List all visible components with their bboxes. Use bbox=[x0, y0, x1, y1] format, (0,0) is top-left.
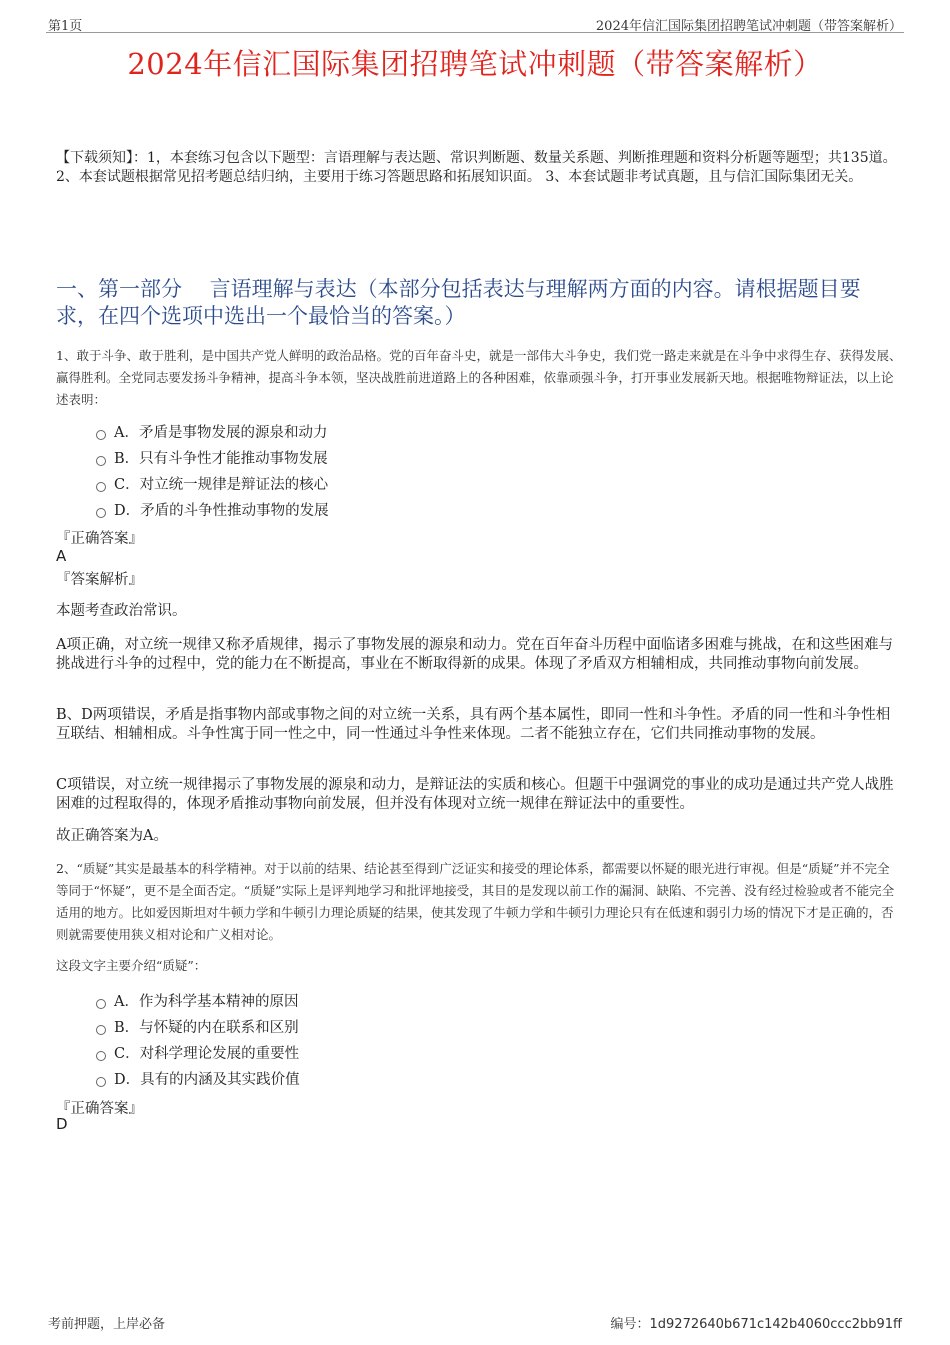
q1-option-c[interactable] bbox=[96, 473, 328, 495]
question-2-stem: 2、“质疑”其实是最基本的科学精神。对于以前的结果、结论甚至得到广泛证实和接受的理论体系，都需要以怀疑的眼光进行审视。但是“质疑”并不完全等同于“怀疑”，更不是全面否定。“质疑”实际上是评判地学习和批评地接受，其目的是发现以前工作的漏洞、缺陷、不完善、没有经过检验或者不能完全适用的地方。比如爱因斯坦对牛顿力学和牛顿引力理论质疑的结果，使其发现了牛顿力学和牛顿引力理论只有在低速和弱引力场的情况下才是正确的，否则就需要使用狭义相对论和广义相对论。 bbox=[56, 861, 895, 942]
serial-label: 编号： bbox=[610, 1317, 650, 1332]
section-heading: 一、第一部分 言语理解与表达（本部分包括表达与理解两方面的内容。请根据题目要求，在四个选项中选出一个最恰当的答案。） bbox=[56, 277, 861, 328]
option-label: C．对科学理论发展的重要性 bbox=[114, 1046, 300, 1062]
q1-option-d[interactable] bbox=[96, 499, 329, 521]
q1-analysis-bd: B、D两项错误，矛盾是指事物内部或事物之间的对立统一关系，具有两个基本属性，即同一性和斗争性。矛盾的同一性和斗争性相互联结、相辅相成。斗争性寓于同一性之中，同一性通过斗争性来体现。二者不能独立存在，它们共同推动事物的发展。 bbox=[56, 707, 891, 742]
option-label: A．矛盾是事物发展的源泉和动力 bbox=[114, 425, 328, 441]
q2-option-a[interactable] bbox=[96, 990, 298, 1012]
radio-icon[interactable] bbox=[96, 1077, 106, 1087]
q2-option-d[interactable] bbox=[96, 1068, 300, 1090]
radio-icon[interactable] bbox=[96, 456, 106, 466]
footer-slogan: 考前押题，上岸必备 bbox=[48, 1317, 166, 1332]
radio-icon[interactable] bbox=[96, 1025, 106, 1035]
page-header bbox=[46, 14, 904, 33]
q1-option-a[interactable] bbox=[96, 421, 327, 443]
footer-serial bbox=[610, 1313, 902, 1332]
radio-icon[interactable] bbox=[96, 430, 106, 440]
q1-answer: A bbox=[56, 547, 67, 565]
option-label: A．作为科学基本精神的原因 bbox=[114, 994, 299, 1010]
option-label: B．与怀疑的内在联系和区别 bbox=[114, 1020, 299, 1036]
header-doc-title: 2024年信汇国际集团招聘笔试冲刺题（带答案解析） bbox=[595, 19, 902, 34]
page-number: 第1页 bbox=[48, 19, 83, 34]
question-2-prompt: 这段文字主要介绍“质疑”： bbox=[56, 958, 207, 973]
q1-analysis-conclusion: 故正确答案为A。 bbox=[56, 828, 168, 844]
q2-option-c[interactable] bbox=[96, 1042, 299, 1064]
radio-icon[interactable] bbox=[96, 508, 106, 518]
serial-code: 1d9272640b671c142b4060ccc2bb91ff bbox=[649, 1317, 902, 1332]
document-title: 2024年信汇国际集团招聘笔试冲刺题（带答案解析） bbox=[127, 47, 823, 81]
option-label: C．对立统一规律是辩证法的核心 bbox=[114, 477, 329, 493]
q1-analysis-c: C项错误，对立统一规律揭示了事物发展的源泉和动力，是辩证法的实质和核心。但题干中强调党的事业的成功是通过共产党人战胜困难的过程取得的，体现矛盾推动事物向前发展，但并没有体现对立统一规律在辩证法中的重要性。 bbox=[56, 777, 894, 812]
radio-icon[interactable] bbox=[96, 1051, 106, 1061]
q1-analysis-intro: 本题考查政治常识。 bbox=[56, 603, 187, 619]
radio-icon[interactable] bbox=[96, 999, 106, 1009]
q2-answer: D bbox=[56, 1115, 68, 1133]
option-label: D．具有的内涵及其实践价值 bbox=[114, 1072, 300, 1088]
download-notice: 【下载须知】：1，本套练习包含以下题型：言语理解与表达题、常识判断题、数量关系题、判断推理题和资料分析题等题型；共135道。 2、本套试题根据常见招考题总结归纳，主要用于练习答题思路和拓展知识面。 3、本套试题非考试真题，且与信汇国际集团无关。 bbox=[56, 150, 897, 185]
question-1-stem: 1、敢于斗争、敢于胜利，是中国共产党人鲜明的政治品格。党的百年奋斗史，就是一部伟大斗争史，我们党一路走来就是在斗争中求得生存、获得发展、赢得胜利。全党同志要发扬斗争精神，提高斗争本领，坚决战胜前进道路上的各种困难，依靠顽强斗争，打开事业发展新天地。根据唯物辩证法，以上论述表明： bbox=[56, 348, 902, 407]
q2-option-b[interactable] bbox=[96, 1016, 299, 1038]
option-label: B．只有斗争性才能推动事物发展 bbox=[114, 451, 328, 467]
radio-icon[interactable] bbox=[96, 482, 106, 492]
q1-analysis-a: A项正确，对立统一规律又称矛盾规律，揭示了事物发展的源泉和动力。党在百年奋斗历程中面临诸多困难与挑战，在和这些困难与挑战进行斗争的过程中，党的能力在不断提高，事业在不断取得新的成果。体现了矛盾双方相辅相成，共同推动事物向前发展。 bbox=[56, 637, 893, 672]
option-label: D．矛盾的斗争性推动事物的发展 bbox=[114, 503, 329, 519]
q1-analysis-label: 『答案解析』 bbox=[56, 572, 143, 588]
q1-option-b[interactable] bbox=[96, 447, 328, 469]
q1-answer-label: 『正确答案』 bbox=[56, 531, 143, 547]
q2-answer-label: 『正确答案』 bbox=[56, 1101, 143, 1117]
